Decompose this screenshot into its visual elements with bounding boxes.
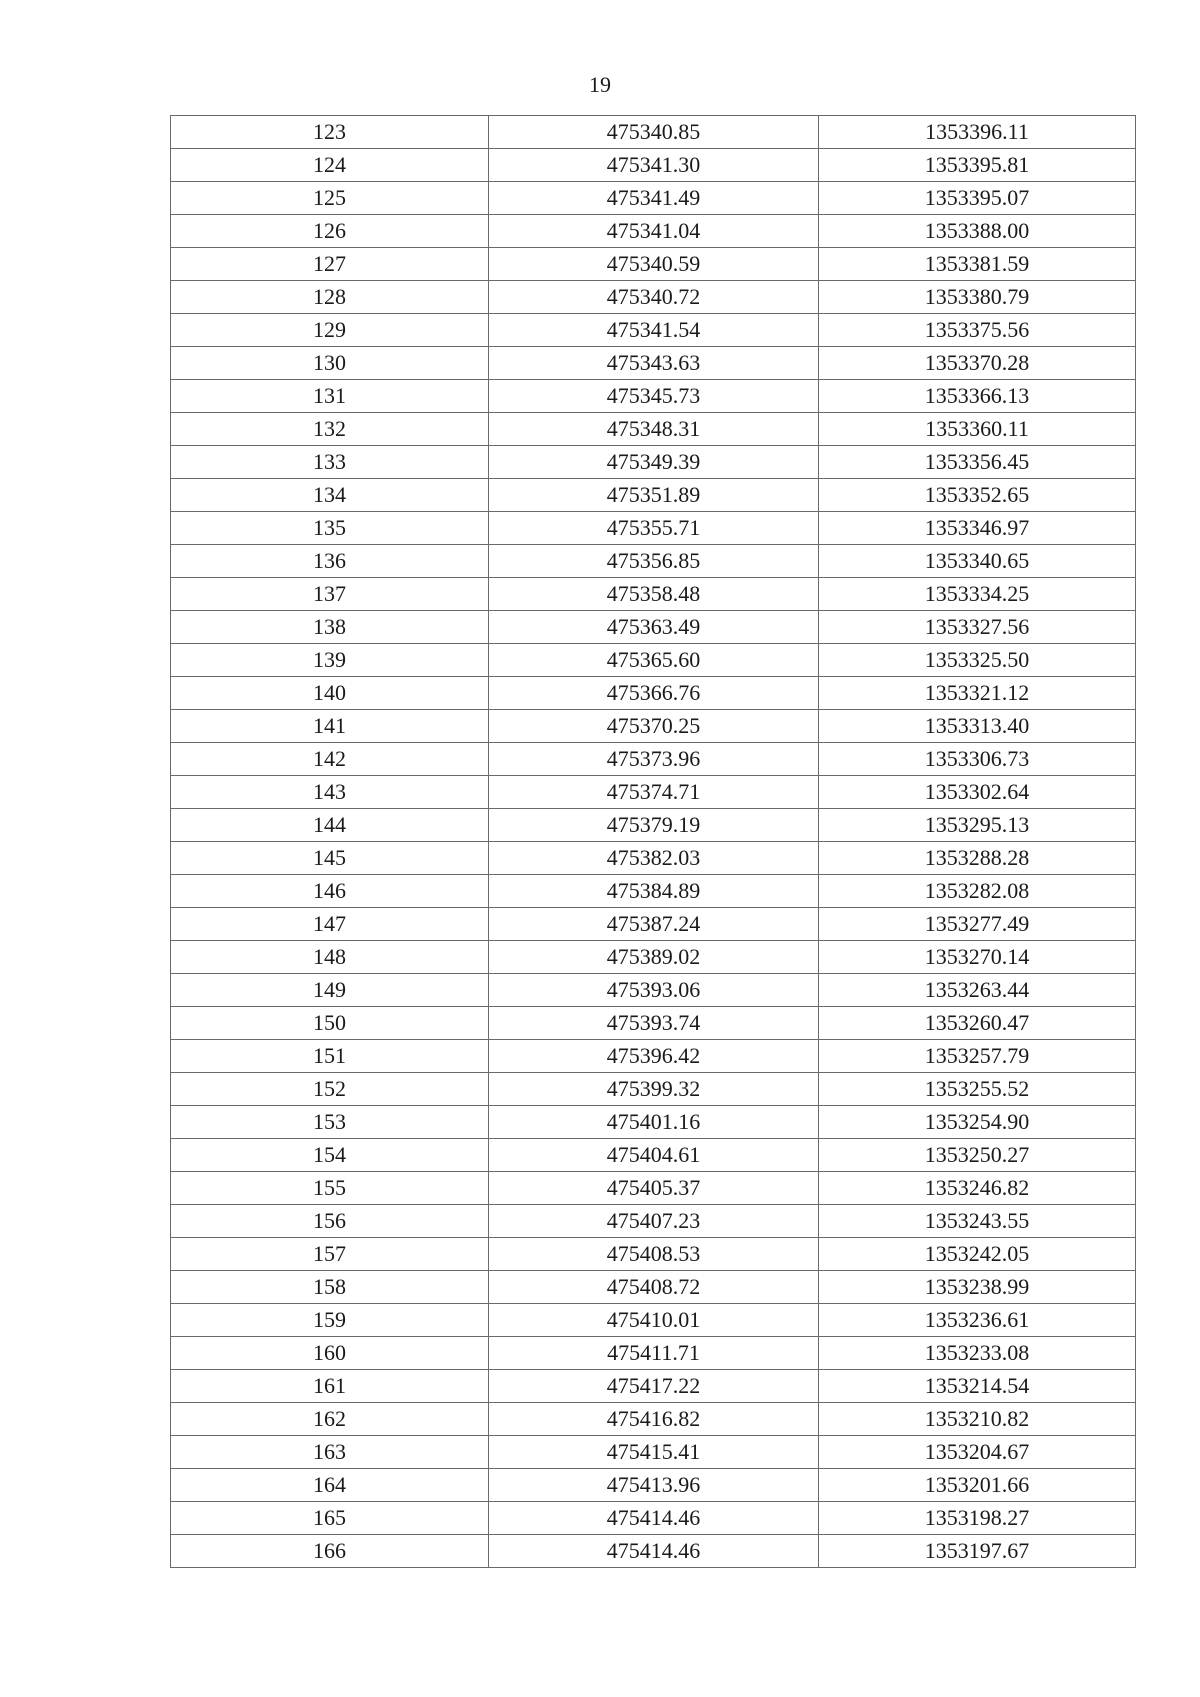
point-number-cell: 163: [171, 1436, 489, 1469]
y-coordinate-cell: 1353313.40: [819, 710, 1136, 743]
point-number-cell: 136: [171, 545, 489, 578]
point-number-cell: 161: [171, 1370, 489, 1403]
point-number-cell: 158: [171, 1271, 489, 1304]
table-row: [171, 1337, 1136, 1370]
point-number-cell: 123: [171, 116, 489, 149]
y-coordinate-cell: 1353302.64: [819, 776, 1136, 809]
x-coordinate-cell: 475382.03: [489, 842, 819, 875]
x-coordinate-cell: 475340.59: [489, 248, 819, 281]
table-row: [171, 677, 1136, 710]
table-row: [171, 1370, 1136, 1403]
point-number-cell: 165: [171, 1502, 489, 1535]
point-number-cell: 152: [171, 1073, 489, 1106]
table-row: [171, 512, 1136, 545]
point-number-cell: 135: [171, 512, 489, 545]
table-row: [171, 248, 1136, 281]
x-coordinate-cell: 475365.60: [489, 644, 819, 677]
table-row: [171, 809, 1136, 842]
point-number-cell: 159: [171, 1304, 489, 1337]
point-number-cell: 137: [171, 578, 489, 611]
point-number-cell: 132: [171, 413, 489, 446]
y-coordinate-cell: 1353380.79: [819, 281, 1136, 314]
y-coordinate-cell: 1353210.82: [819, 1403, 1136, 1436]
y-coordinate-cell: 1353295.13: [819, 809, 1136, 842]
table-row: [171, 1007, 1136, 1040]
table-row: [171, 1238, 1136, 1271]
table-row: [171, 380, 1136, 413]
point-number-cell: 126: [171, 215, 489, 248]
x-coordinate-cell: 475349.39: [489, 446, 819, 479]
x-coordinate-cell: 475408.53: [489, 1238, 819, 1271]
x-coordinate-cell: 475341.54: [489, 314, 819, 347]
point-number-cell: 141: [171, 710, 489, 743]
point-number-cell: 157: [171, 1238, 489, 1271]
x-coordinate-cell: 475387.24: [489, 908, 819, 941]
y-coordinate-cell: 1353395.81: [819, 149, 1136, 182]
y-coordinate-cell: 1353352.65: [819, 479, 1136, 512]
point-number-cell: 147: [171, 908, 489, 941]
point-number-cell: 153: [171, 1106, 489, 1139]
table-row: [171, 182, 1136, 215]
x-coordinate-cell: 475393.06: [489, 974, 819, 1007]
table-row: [171, 446, 1136, 479]
x-coordinate-cell: 475340.72: [489, 281, 819, 314]
y-coordinate-cell: 1353246.82: [819, 1172, 1136, 1205]
y-coordinate-cell: 1353197.67: [819, 1535, 1136, 1568]
y-coordinate-cell: 1353381.59: [819, 248, 1136, 281]
x-coordinate-cell: 475370.25: [489, 710, 819, 743]
point-number-cell: 134: [171, 479, 489, 512]
table-row: [171, 710, 1136, 743]
y-coordinate-cell: 1353255.52: [819, 1073, 1136, 1106]
y-coordinate-cell: 1353242.05: [819, 1238, 1136, 1271]
y-coordinate-cell: 1353388.00: [819, 215, 1136, 248]
y-coordinate-cell: 1353257.79: [819, 1040, 1136, 1073]
x-coordinate-cell: 475355.71: [489, 512, 819, 545]
x-coordinate-cell: 475404.61: [489, 1139, 819, 1172]
x-coordinate-cell: 475348.31: [489, 413, 819, 446]
y-coordinate-cell: 1353238.99: [819, 1271, 1136, 1304]
point-number-cell: 154: [171, 1139, 489, 1172]
x-coordinate-cell: 475415.41: [489, 1436, 819, 1469]
y-coordinate-cell: 1353204.67: [819, 1436, 1136, 1469]
point-number-cell: 140: [171, 677, 489, 710]
coordinate-table: [170, 115, 1136, 1568]
table-row: [171, 578, 1136, 611]
x-coordinate-cell: 475340.85: [489, 116, 819, 149]
point-number-cell: 129: [171, 314, 489, 347]
table-row: [171, 842, 1136, 875]
y-coordinate-cell: 1353250.27: [819, 1139, 1136, 1172]
point-number-cell: 149: [171, 974, 489, 1007]
table-row: [171, 314, 1136, 347]
table-row: [171, 1040, 1136, 1073]
table-row: [171, 611, 1136, 644]
y-coordinate-cell: 1353236.61: [819, 1304, 1136, 1337]
point-number-cell: 166: [171, 1535, 489, 1568]
y-coordinate-cell: 1353263.44: [819, 974, 1136, 1007]
table-row: [171, 1205, 1136, 1238]
x-coordinate-cell: 475396.42: [489, 1040, 819, 1073]
table-row: [171, 215, 1136, 248]
x-coordinate-cell: 475414.46: [489, 1535, 819, 1568]
y-coordinate-cell: 1353340.65: [819, 545, 1136, 578]
table-row: [171, 1073, 1136, 1106]
y-coordinate-cell: 1353260.47: [819, 1007, 1136, 1040]
point-number-cell: 127: [171, 248, 489, 281]
table-row: [171, 413, 1136, 446]
point-number-cell: 151: [171, 1040, 489, 1073]
y-coordinate-cell: 1353327.56: [819, 611, 1136, 644]
x-coordinate-cell: 475341.04: [489, 215, 819, 248]
point-number-cell: 133: [171, 446, 489, 479]
point-number-cell: 131: [171, 380, 489, 413]
x-coordinate-cell: 475416.82: [489, 1403, 819, 1436]
table-row: [171, 974, 1136, 1007]
x-coordinate-cell: 475384.89: [489, 875, 819, 908]
point-number-cell: 162: [171, 1403, 489, 1436]
x-coordinate-cell: 475407.23: [489, 1205, 819, 1238]
y-coordinate-cell: 1353270.14: [819, 941, 1136, 974]
x-coordinate-cell: 475363.49: [489, 611, 819, 644]
table-row: [171, 1271, 1136, 1304]
table-row: [171, 1403, 1136, 1436]
table-row: [171, 1172, 1136, 1205]
x-coordinate-cell: 475410.01: [489, 1304, 819, 1337]
table-row: [171, 1304, 1136, 1337]
point-number-cell: 139: [171, 644, 489, 677]
x-coordinate-cell: 475366.76: [489, 677, 819, 710]
point-number-cell: 130: [171, 347, 489, 380]
table-row: [171, 875, 1136, 908]
y-coordinate-cell: 1353366.13: [819, 380, 1136, 413]
point-number-cell: 144: [171, 809, 489, 842]
point-number-cell: 143: [171, 776, 489, 809]
coordinate-table-body: [171, 116, 1136, 1568]
table-row: [171, 149, 1136, 182]
y-coordinate-cell: 1353396.11: [819, 116, 1136, 149]
y-coordinate-cell: 1353201.66: [819, 1469, 1136, 1502]
point-number-cell: 160: [171, 1337, 489, 1370]
x-coordinate-cell: 475414.46: [489, 1502, 819, 1535]
y-coordinate-cell: 1353214.54: [819, 1370, 1136, 1403]
x-coordinate-cell: 475389.02: [489, 941, 819, 974]
y-coordinate-cell: 1353321.12: [819, 677, 1136, 710]
y-coordinate-cell: 1353306.73: [819, 743, 1136, 776]
x-coordinate-cell: 475356.85: [489, 545, 819, 578]
table-row: [171, 644, 1136, 677]
table-row: [171, 776, 1136, 809]
y-coordinate-cell: 1353334.25: [819, 578, 1136, 611]
x-coordinate-cell: 475413.96: [489, 1469, 819, 1502]
x-coordinate-cell: 475417.22: [489, 1370, 819, 1403]
table-row: [171, 116, 1136, 149]
table-row: [171, 1502, 1136, 1535]
y-coordinate-cell: 1353282.08: [819, 875, 1136, 908]
point-number-cell: 155: [171, 1172, 489, 1205]
table-row: [171, 1535, 1136, 1568]
x-coordinate-cell: 475343.63: [489, 347, 819, 380]
point-number-cell: 145: [171, 842, 489, 875]
y-coordinate-cell: 1353375.56: [819, 314, 1136, 347]
y-coordinate-cell: 1353325.50: [819, 644, 1136, 677]
table-row: [171, 479, 1136, 512]
point-number-cell: 148: [171, 941, 489, 974]
table-row: [171, 1469, 1136, 1502]
x-coordinate-cell: 475351.89: [489, 479, 819, 512]
x-coordinate-cell: 475411.71: [489, 1337, 819, 1370]
y-coordinate-cell: 1353288.28: [819, 842, 1136, 875]
y-coordinate-cell: 1353254.90: [819, 1106, 1136, 1139]
x-coordinate-cell: 475374.71: [489, 776, 819, 809]
x-coordinate-cell: 475401.16: [489, 1106, 819, 1139]
table-row: [171, 743, 1136, 776]
table-row: [171, 281, 1136, 314]
x-coordinate-cell: 475341.30: [489, 149, 819, 182]
table-row: [171, 941, 1136, 974]
point-number-cell: 142: [171, 743, 489, 776]
point-number-cell: 125: [171, 182, 489, 215]
y-coordinate-cell: 1353277.49: [819, 908, 1136, 941]
page-number: 19: [589, 72, 611, 97]
point-number-cell: 146: [171, 875, 489, 908]
point-number-cell: 156: [171, 1205, 489, 1238]
y-coordinate-cell: 1353360.11: [819, 413, 1136, 446]
y-coordinate-cell: 1353233.08: [819, 1337, 1136, 1370]
x-coordinate-cell: 475379.19: [489, 809, 819, 842]
point-number-cell: 124: [171, 149, 489, 182]
x-coordinate-cell: 475393.74: [489, 1007, 819, 1040]
point-number-cell: 128: [171, 281, 489, 314]
x-coordinate-cell: 475358.48: [489, 578, 819, 611]
table-row: [171, 908, 1136, 941]
table-row: [171, 1436, 1136, 1469]
table-row: [171, 1106, 1136, 1139]
y-coordinate-cell: 1353346.97: [819, 512, 1136, 545]
y-coordinate-cell: 1353395.07: [819, 182, 1136, 215]
x-coordinate-cell: 475373.96: [489, 743, 819, 776]
point-number-cell: 138: [171, 611, 489, 644]
y-coordinate-cell: 1353198.27: [819, 1502, 1136, 1535]
x-coordinate-cell: 475399.32: [489, 1073, 819, 1106]
table-row: [171, 545, 1136, 578]
table-row: [171, 1139, 1136, 1172]
point-number-cell: 150: [171, 1007, 489, 1040]
y-coordinate-cell: 1353370.28: [819, 347, 1136, 380]
y-coordinate-cell: 1353356.45: [819, 446, 1136, 479]
x-coordinate-cell: 475341.49: [489, 182, 819, 215]
y-coordinate-cell: 1353243.55: [819, 1205, 1136, 1238]
x-coordinate-cell: 475345.73: [489, 380, 819, 413]
x-coordinate-cell: 475405.37: [489, 1172, 819, 1205]
table-row: [171, 347, 1136, 380]
point-number-cell: 164: [171, 1469, 489, 1502]
x-coordinate-cell: 475408.72: [489, 1271, 819, 1304]
